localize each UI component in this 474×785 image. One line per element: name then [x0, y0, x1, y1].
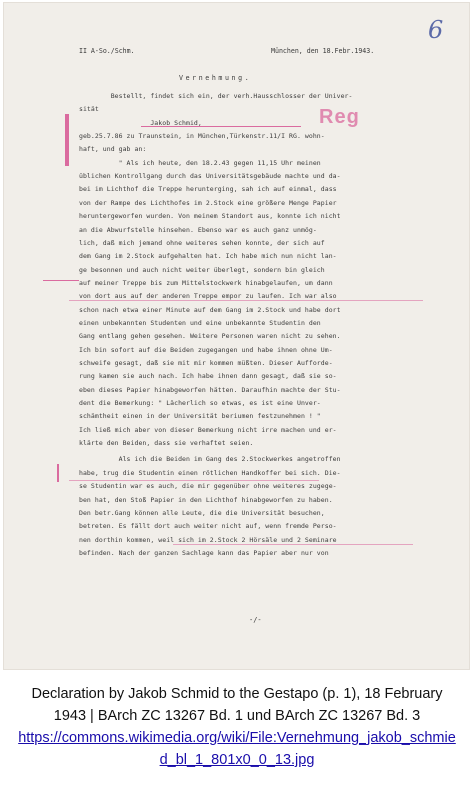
caption-line-2: 1943 | BArch ZC 13267 Bd. 1 und BArch ZC 13267 Bd. 3	[53, 708, 421, 724]
document-line: se Studentin war es auch, die mir gegenüber ohne weiteres zugege-	[79, 482, 337, 491]
document-title: Vernehmung.	[179, 74, 252, 82]
document-scan	[3, 2, 470, 670]
document-line: an die Abwurfstelle hinsehen. Ebenso war es auch ganz unmög-	[79, 225, 317, 234]
source-link-part-2[interactable]: d_bl_1_801x0_0_13.jpg	[159, 752, 315, 768]
document-line: von der Rampe des Lichthofes im 2.Stock eine größere Menge Papier	[79, 198, 337, 207]
document-line: ge besonnen und auch nicht weiter überlegt, sondern bin gleich	[79, 265, 325, 274]
file-reference: II A-So./Schm.	[79, 47, 135, 55]
document-line: heruntergeworfen wurden. Von meinem Standort aus, konnte ich nicht	[79, 212, 341, 221]
document-line: lich, daß mich jemand ohne weiteres sehen konnte, der sich auf	[79, 238, 325, 247]
document-line: von dort aus auf der anderen Treppe empor zu laufen. Ich war also	[79, 292, 337, 301]
place-date: München, den 18.Febr.1943.	[271, 47, 375, 55]
document-line: auf meiner Treppe bis zum Mittelstockwerk hinabgelaufen, um dann	[79, 278, 333, 287]
document-line: klärte den Beiden, dass sie verhaftet seien.	[79, 439, 254, 448]
continuation-marker: -/-	[249, 616, 262, 624]
document-line: Jakob Schmid,	[79, 118, 202, 127]
reg-stamp: Reg	[319, 106, 360, 128]
source-link-part-1[interactable]: https://commons.wikimedia.org/wiki/File:Vernehmung_jakob_schmie	[18, 730, 456, 746]
document-line: geb.25.7.86 zu Traunstein, in München,Türkenstr.11/I RG. wohn-	[79, 132, 325, 141]
document-line: ben hat, den Stoß Papier in den Lichthof hinabgeworfen zu haben.	[79, 495, 333, 504]
document-line: schweife gesagt, daß sie mit mir kommen müßten. Dieser Aufforde-	[79, 359, 333, 367]
document-line: rung kamen sie auch nach. Ich habe ihnen dann gesagt, daß sie so-	[79, 372, 337, 381]
document-line: Gang entlang gehen gesehen. Weitere Personen waren nicht zu sehen.	[79, 332, 341, 341]
pencil-mark-left	[65, 114, 69, 166]
document-line: üblichen Kontrollgang durch das Universitätsgebäude machte und da-	[79, 172, 341, 181]
document-line: bei im Lichthof die Treppe herunterging, sah ich auf einmal, dass	[79, 185, 337, 194]
document-line: sität	[79, 105, 99, 114]
document-line: Ich ließ mich aber von dieser Bemerkung nicht irre machen und er-	[79, 425, 337, 434]
document-line: habe, trug die Studentin einen rötlichen Handkoffer bei sich. Die-	[79, 468, 341, 477]
document-line: Ich bin sofort auf die Beiden zugegangen und habe ihnen ohne Um-	[79, 345, 333, 354]
caption-line-1: Declaration by Jakob Schmid to the Gestapo (p. 1), 18 February	[31, 686, 443, 702]
document-line: einen unbekannten Studenten und eine unbekannte Studentin den	[79, 318, 321, 327]
document-line: dem Gang im 2.Stock aufgehalten hat. Ich habe mich nun nicht lan-	[79, 252, 337, 261]
document-line: betreten. Es fällt dort auch weiter nicht auf, wenn fremde Perso-	[79, 522, 337, 531]
pencil-underline-2	[69, 480, 319, 481]
document-line: Bestellt, findet sich ein, der verh.Hausschlosser der Univer-	[79, 92, 353, 100]
pencil-mark-line	[43, 280, 79, 281]
document-line: befinden. Nach der ganzen Sachlage kann das Papier aber nur von	[79, 548, 329, 557]
document-line: dent die Bemerkung: " Lächerlich so etwas, es ist eine Unver-	[79, 399, 321, 408]
document-line: schämtheit einen in der Universität beriumen festzunehmen ! "	[79, 412, 321, 421]
document-line: haft, und gab an:	[79, 145, 147, 154]
pencil-mark-bracket	[57, 464, 59, 482]
margin-note-page-number: 6	[428, 16, 444, 44]
document-line: nen dorthin kommen, weil sich im 2.Stock 2 Hörsäle und 2 Seminare	[79, 535, 337, 544]
caption	[0, 683, 474, 771]
document-line: Als ich die Beiden im Gang des 2.Stockwerkes angetroffen	[79, 455, 341, 464]
document-line: schon nach etwa einer Minute auf dem Gang im 2.Stock und habe dort	[79, 305, 341, 314]
document-line: " Als ich heute, den 18.2.43 gegen 11,15 Uhr meinen	[79, 158, 321, 167]
document-line: eben dieses Papier hinabgeworfen hätten. Daraufhin machte der Stu-	[79, 385, 341, 394]
pencil-underline-3	[173, 544, 413, 545]
document-line: Den betr.Gang können alle Leute, die die Universität besuchen,	[79, 508, 325, 517]
